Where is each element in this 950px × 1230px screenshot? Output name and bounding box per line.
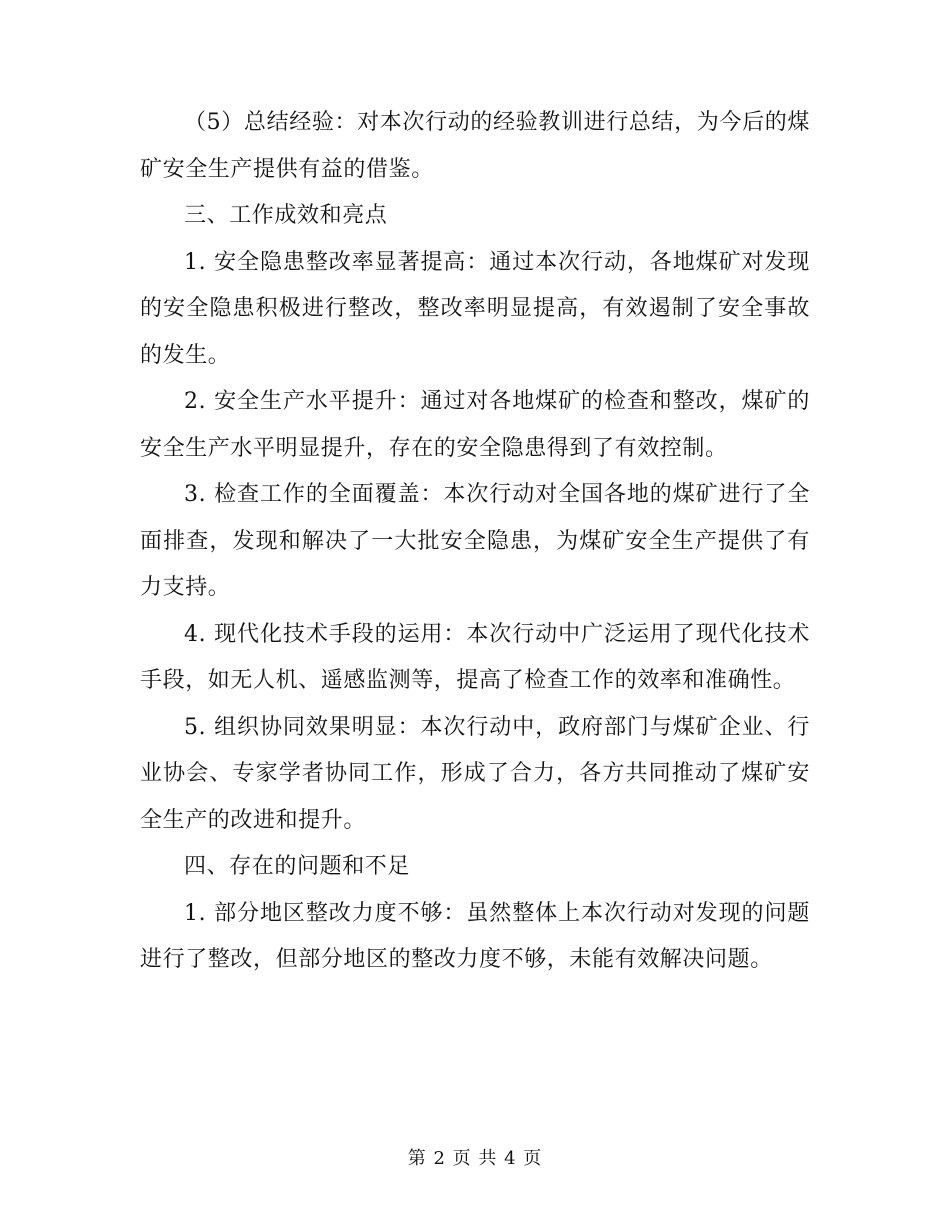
paragraph-result-1: 1. 安全隐患整改率显著提高：通过本次行动，各地煤矿对发现的安全隐患积极进行整改，整改率明显提高，有效遏制了安全事故的发生。: [140, 249, 810, 368]
section-heading-problems: 四、存在的问题和不足: [184, 854, 411, 879]
document-body: [140, 100, 810, 984]
page-number-footer: 第 2 页 共 4 页: [407, 1148, 543, 1169]
paragraph-summary-experience: （5）总结经验：对本次行动的经验教训进行总结，为今后的煤矿安全生产提供有益的借鉴。: [140, 110, 810, 182]
paragraph-problem-1: 1. 部分地区整改力度不够：虽然整体上本次行动对发现的问题进行了整改，但部分地区的整改力度不够，未能有效解决问题。: [140, 900, 810, 972]
paragraph-result-4: 4. 现代化技术手段的运用：本次行动中广泛运用了现代化技术手段，如无人机、遥感监测等，提高了检查工作的效率和准确性。: [140, 621, 810, 693]
paragraph-result-3: 3. 检查工作的全面覆盖：本次行动对全国各地的煤矿进行了全面排查，发现和解决了一大批安全隐患，为煤矿安全生产提供了有力支持。: [140, 482, 810, 600]
section-heading-results: 三、工作成效和亮点: [184, 203, 388, 228]
paragraph-result-5: 5. 组织协同效果明显：本次行动中，政府部门与煤矿企业、行业协会、专家学者协同工作，形成了合力，各方共同推动了煤矿安全生产的改进和提升。: [140, 714, 810, 833]
paragraph-result-2: 2. 安全生产水平提升：通过对各地煤矿的检查和整改，煤矿的安全生产水平明显提升，存在的安全隐患得到了有效控制。: [140, 389, 810, 461]
